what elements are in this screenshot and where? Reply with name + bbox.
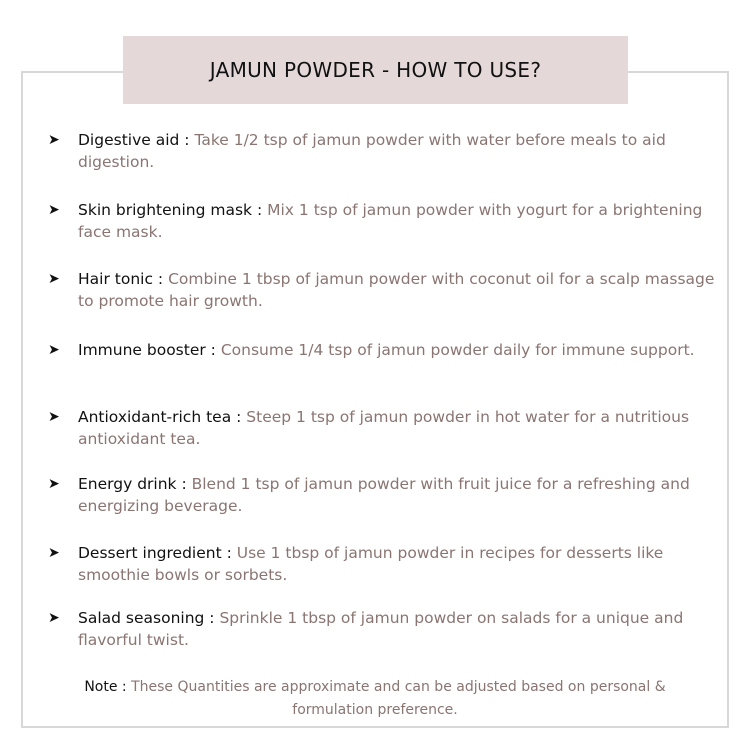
- usage-label: Antioxidant-rich tea: [78, 408, 232, 426]
- title-banner: [123, 36, 628, 104]
- arrow-bullet-icon: ➤: [48, 409, 60, 425]
- note-label: Note: [84, 679, 118, 695]
- usage-item-immune-booster: ➤ Immune booster : Consume 1/4 tsp of jamun powder daily for immune support.: [48, 341, 695, 359]
- note-text: These Quantities are approximate and can be adjusted based on personal & formulation preference.: [131, 679, 666, 718]
- arrow-bullet-icon: ➤: [48, 610, 60, 626]
- usage-item-skin-brightening-mask: ➤ Skin brightening mask : Mix 1 tsp of jamun powder with yogurt for a brightening face mask.: [48, 201, 703, 241]
- usage-description: Combine 1 tbsp of jamun powder with coconut oil for a scalp massage to promote hair growth.: [78, 270, 715, 310]
- footnote: Note : These Quantities are approximate and can be adjusted based on personal & formulation preference.: [84, 679, 666, 718]
- usage-label: Energy drink: [78, 475, 177, 493]
- usage-description: Steep 1 tsp of jamun powder in hot water for a nutritious antioxidant tea.: [78, 408, 690, 448]
- arrow-bullet-icon: ➤: [48, 545, 60, 561]
- usage-description: Sprinkle 1 tbsp of jamun powder on salads for a unique and flavorful twist.: [78, 609, 684, 649]
- usage-label: Digestive aid: [78, 131, 180, 149]
- usage-label: Hair tonic: [78, 270, 153, 288]
- usage-item-hair-tonic: ➤ Hair tonic : Combine 1 tbsp of jamun powder with coconut oil for a scalp massage to promote hair growth.: [48, 270, 715, 310]
- usage-item-antioxidant-tea: ➤ Antioxidant-rich tea : Steep 1 tsp of jamun powder in hot water for a nutritious antioxidant tea.: [48, 408, 690, 448]
- usage-description: Use 1 tbsp of jamun powder in recipes for desserts like smoothie bowls or sorbets.: [78, 544, 664, 584]
- usage-description: Mix 1 tsp of jamun powder with yogurt for a brightening face mask.: [78, 201, 703, 241]
- usage-item-dessert-ingredient: ➤ Dessert ingredient : Use 1 tbsp of jamun powder in recipes for desserts like smoothie bowls or sorbets.: [48, 544, 664, 584]
- usage-label: Immune booster: [78, 341, 206, 359]
- usage-item-energy-drink: ➤ Energy drink : Blend 1 tsp of jamun powder with fruit juice for a refreshing and energizing beverage.: [48, 475, 690, 515]
- usage-item-digestive-aid: ➤ Digestive aid : Take 1/2 tsp of jamun powder with water before meals to aid digestion.: [48, 131, 666, 171]
- usage-description: Blend 1 tsp of jamun powder with fruit juice for a refreshing and energizing beverage.: [78, 475, 690, 515]
- arrow-bullet-icon: ➤: [48, 342, 60, 358]
- arrow-bullet-icon: ➤: [48, 202, 60, 218]
- arrow-bullet-icon: ➤: [48, 132, 60, 148]
- page-title: JAMUN POWDER - HOW TO USE?: [209, 58, 542, 82]
- usage-description: Take 1/2 tsp of jamun powder with water before meals to aid digestion.: [78, 131, 666, 171]
- usage-item-salad-seasoning: ➤ Salad seasoning : Sprinkle 1 tbsp of jamun powder on salads for a unique and flavorful twist.: [48, 609, 684, 649]
- usage-label: Salad seasoning: [78, 609, 205, 627]
- usage-description: Consume 1/4 tsp of jamun powder daily for immune support.: [220, 341, 695, 359]
- usage-label: Dessert ingredient: [78, 544, 222, 562]
- usage-label: Skin brightening mask: [78, 201, 253, 219]
- arrow-bullet-icon: ➤: [48, 271, 60, 287]
- arrow-bullet-icon: ➤: [48, 476, 60, 492]
